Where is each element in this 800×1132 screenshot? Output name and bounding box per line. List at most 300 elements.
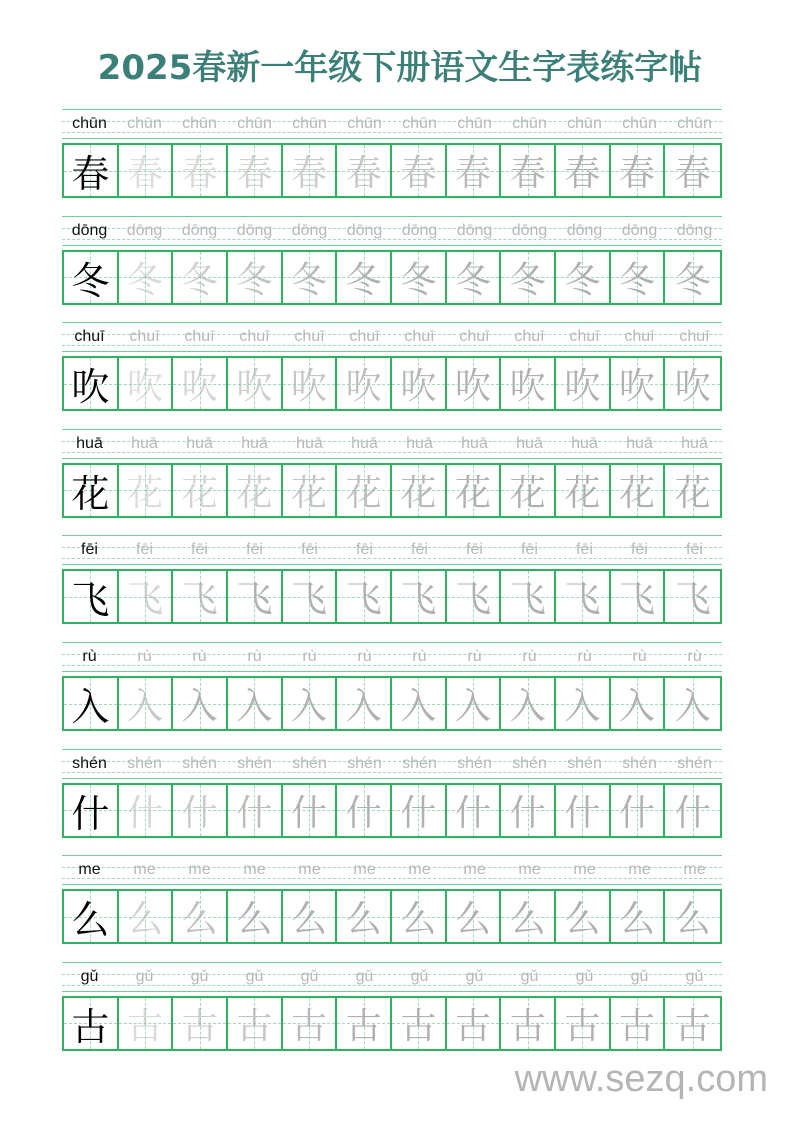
stroke-order-character: 么 <box>236 899 273 941</box>
pinyin-trace: fēi <box>246 541 263 559</box>
stroke-order-character: 花 <box>674 472 711 514</box>
model-character: 春 <box>71 152 110 196</box>
trace-cell <box>392 891 447 942</box>
pinyin-trace: gǔ <box>135 967 154 985</box>
trace-cell <box>283 998 338 1049</box>
stroke-order-character: 花 <box>564 472 601 514</box>
trace-cell <box>119 571 174 622</box>
pinyin-trace: rù <box>467 648 482 665</box>
pinyin-trace: huā <box>516 434 543 452</box>
pinyin-trace: rù <box>357 648 372 665</box>
stroke-order-character: 吹 <box>127 366 164 408</box>
pinyin-trace: chuī <box>184 328 215 346</box>
pinyin-trace: chūn <box>677 115 712 132</box>
pinyin-label: rù <box>82 648 97 665</box>
pinyin-trace: fēi <box>301 541 318 559</box>
pinyin-trace: gǔ <box>355 967 374 985</box>
pinyin-trace: me <box>188 861 211 879</box>
trace-cell <box>119 891 174 942</box>
stroke-order-character: 吹 <box>236 366 273 408</box>
trace-cell <box>556 785 611 836</box>
stroke-order-character: 花 <box>236 472 273 514</box>
stroke-order-character: 什 <box>509 792 546 834</box>
stroke-order-character: 花 <box>127 472 164 514</box>
trace-cell <box>447 998 502 1049</box>
trace-cell <box>173 358 228 409</box>
pinyin-trace: shén <box>402 754 437 772</box>
trace-cell <box>337 465 392 516</box>
model-character: 古 <box>71 1004 110 1049</box>
pinyin-trace: fēi <box>356 541 373 559</box>
pinyin-trace: fēi <box>466 541 483 559</box>
trace-cell <box>501 785 556 836</box>
stroke-order-character: 什 <box>619 792 656 834</box>
trace-cell <box>611 678 666 729</box>
pinyin-trace: dōng <box>511 221 548 239</box>
character-grid <box>62 996 722 1051</box>
practice-row <box>62 109 722 201</box>
stroke-order-character: 春 <box>291 153 328 194</box>
pinyin-trace: chūn <box>127 115 162 132</box>
trace-cell <box>283 678 338 729</box>
trace-cell <box>119 785 174 836</box>
stroke-order-character: 春 <box>127 153 164 194</box>
model-character: 冬 <box>71 258 110 303</box>
trace-cell <box>611 785 666 836</box>
trace-cell <box>283 785 338 836</box>
stroke-order-character: 春 <box>509 153 546 194</box>
stroke-order-character: 冬 <box>619 259 656 301</box>
pinyin-trace: fēi <box>631 541 648 559</box>
pinyin-trace: shén <box>567 754 602 772</box>
trace-cell <box>501 358 556 409</box>
trace-cell <box>228 145 283 196</box>
pinyin-trace: me <box>133 861 156 879</box>
trace-cell <box>173 678 228 729</box>
stroke-order-character: 冬 <box>291 259 328 301</box>
stroke-order-character: 冬 <box>345 259 382 301</box>
trace-cell <box>665 145 720 196</box>
trace-cell <box>228 785 283 836</box>
practice-row <box>62 749 722 841</box>
stroke-order-character: 么 <box>127 899 164 941</box>
model-cell <box>64 891 119 942</box>
character-grid <box>62 143 722 198</box>
stroke-order-character: 古 <box>127 1005 164 1047</box>
character-grid <box>62 569 722 624</box>
practice-row <box>62 642 722 734</box>
trace-cell <box>501 145 556 196</box>
pinyin-trace: gǔ <box>630 967 649 985</box>
trace-cell <box>392 571 447 622</box>
stroke-order-character: 飞 <box>674 579 711 621</box>
stroke-order-character: 春 <box>455 153 492 194</box>
trace-cell <box>119 358 174 409</box>
stroke-order-character: 什 <box>236 792 273 834</box>
trace-cell <box>447 785 502 836</box>
pinyin-trace: me <box>243 861 266 879</box>
stroke-order-character: 么 <box>455 899 492 941</box>
stroke-order-character: 古 <box>674 1005 711 1047</box>
stroke-order-character: 么 <box>619 899 656 941</box>
stroke-order-character: 冬 <box>564 259 601 301</box>
pinyin-trace: huā <box>131 434 158 452</box>
stroke-order-character: 春 <box>345 153 382 194</box>
pinyin-trace: gǔ <box>575 967 594 985</box>
stroke-order-character: 吹 <box>291 366 328 408</box>
pinyin-trace: chūn <box>402 115 437 132</box>
stroke-order-character: 什 <box>455 792 492 834</box>
stroke-order-character: 入 <box>345 686 382 727</box>
stroke-order-character: 冬 <box>181 259 218 301</box>
trace-cell <box>665 358 720 409</box>
pinyin-trace: dōng <box>291 221 328 239</box>
stroke-order-character: 冬 <box>674 259 711 301</box>
stroke-order-character: 花 <box>509 472 546 514</box>
pinyin-trace: huā <box>571 434 598 452</box>
stroke-order-character: 冬 <box>455 259 492 301</box>
model-cell <box>64 252 119 303</box>
trace-cell <box>556 358 611 409</box>
pinyin-trace: dōng <box>126 221 163 239</box>
stroke-order-character: 春 <box>674 153 711 194</box>
character-grid <box>62 783 722 838</box>
trace-cell <box>173 465 228 516</box>
trace-cell <box>337 252 392 303</box>
pinyin-trace: chuī <box>129 328 160 346</box>
pinyin-trace: chuī <box>679 328 710 346</box>
pinyin-trace: chūn <box>567 115 602 132</box>
stroke-order-character: 飞 <box>509 579 546 621</box>
pinyin-trace: huā <box>406 434 433 452</box>
stroke-order-character: 花 <box>400 472 437 514</box>
stroke-order-character: 飞 <box>181 579 218 621</box>
trace-cell <box>501 998 556 1049</box>
pinyin-trace: rù <box>247 648 262 665</box>
pinyin-trace: chūn <box>237 115 272 132</box>
pinyin-trace: rù <box>192 648 207 665</box>
stroke-order-character: 古 <box>291 1005 328 1047</box>
pinyin-trace: chuī <box>514 328 545 346</box>
stroke-order-character: 入 <box>674 686 711 727</box>
trace-cell <box>283 571 338 622</box>
trace-cell <box>611 358 666 409</box>
stroke-order-character: 什 <box>345 792 382 834</box>
trace-cell <box>173 252 228 303</box>
trace-cell <box>501 465 556 516</box>
trace-cell <box>119 145 174 196</box>
stroke-order-character: 春 <box>400 153 437 194</box>
stroke-order-character: 入 <box>127 686 164 727</box>
pinyin-trace: gǔ <box>685 967 704 985</box>
trace-cell <box>119 465 174 516</box>
stroke-order-character: 飞 <box>291 579 328 621</box>
trace-cell <box>119 252 174 303</box>
pinyin-trace: huā <box>681 434 708 452</box>
pinyin-trace: me <box>628 861 651 879</box>
pinyin-trace: chuī <box>569 328 600 346</box>
trace-cell <box>337 571 392 622</box>
pinyin-label: gǔ <box>80 967 99 985</box>
trace-cell <box>228 998 283 1049</box>
character-grid <box>62 250 722 305</box>
pinyin-trace: chūn <box>182 115 217 132</box>
stroke-order-character: 飞 <box>455 579 492 621</box>
pinyin-trace: huā <box>626 434 653 452</box>
pinyin-trace: gǔ <box>520 967 539 985</box>
stroke-order-character: 冬 <box>400 259 437 301</box>
pinyin-trace: chuī <box>349 328 380 346</box>
model-character: 入 <box>71 685 110 729</box>
pinyin-trace: dōng <box>676 221 713 239</box>
trace-cell <box>283 465 338 516</box>
stroke-order-character: 吹 <box>345 366 382 408</box>
trace-cell <box>447 358 502 409</box>
pinyin-trace: rù <box>577 648 592 665</box>
trace-cell <box>611 145 666 196</box>
trace-cell <box>611 465 666 516</box>
pinyin-trace: rù <box>137 648 152 665</box>
trace-cell <box>447 571 502 622</box>
trace-cell <box>228 358 283 409</box>
trace-cell <box>173 998 228 1049</box>
practice-row <box>62 855 722 947</box>
model-character: 花 <box>71 471 110 516</box>
pinyin-trace: dōng <box>346 221 383 239</box>
pinyin-trace: huā <box>461 434 488 452</box>
pinyin-trace: fēi <box>686 541 703 559</box>
pinyin-trace: me <box>408 861 431 879</box>
model-cell <box>64 678 119 729</box>
stroke-order-character: 么 <box>564 899 601 941</box>
pinyin-trace: chuī <box>459 328 490 346</box>
pinyin-label: chuī <box>74 328 105 346</box>
model-character: 飞 <box>71 578 110 623</box>
stroke-order-character: 冬 <box>236 259 273 301</box>
trace-cell <box>665 465 720 516</box>
model-character: 什 <box>71 791 110 836</box>
pinyin-trace: gǔ <box>300 967 319 985</box>
character-grid <box>62 463 722 518</box>
pinyin-trace: gǔ <box>465 967 484 985</box>
pinyin-trace: rù <box>632 648 647 665</box>
pinyin-trace: fēi <box>136 541 153 559</box>
stroke-order-character: 春 <box>564 153 601 194</box>
stroke-order-character: 吹 <box>564 366 601 408</box>
pinyin-trace: dōng <box>456 221 493 239</box>
pinyin-trace: shén <box>512 754 547 772</box>
model-cell <box>64 571 119 622</box>
pinyin-trace: me <box>298 861 321 879</box>
pinyin-trace: fēi <box>576 541 593 559</box>
trace-cell <box>665 785 720 836</box>
trace-cell <box>665 571 720 622</box>
stroke-order-character: 么 <box>674 899 711 941</box>
pinyin-trace: chuī <box>294 328 325 346</box>
stroke-order-character: 吹 <box>400 366 437 408</box>
pinyin-label: fēi <box>81 541 98 559</box>
pinyin-trace: me <box>573 861 596 879</box>
character-grid <box>62 889 722 944</box>
stroke-order-character: 入 <box>619 686 656 727</box>
pinyin-trace: rù <box>522 648 537 665</box>
stroke-order-character: 入 <box>564 686 601 727</box>
stroke-order-character: 什 <box>181 792 218 834</box>
stroke-order-character: 么 <box>291 899 328 941</box>
pinyin-trace: shén <box>292 754 327 772</box>
stroke-order-character: 古 <box>236 1005 273 1047</box>
pinyin-trace: dōng <box>566 221 603 239</box>
trace-cell <box>501 678 556 729</box>
trace-cell <box>556 571 611 622</box>
pinyin-trace: shén <box>622 754 657 772</box>
pinyin-trace: fēi <box>521 541 538 559</box>
trace-cell <box>228 678 283 729</box>
trace-cell <box>337 145 392 196</box>
pinyin-label: me <box>78 861 101 879</box>
model-cell <box>64 145 119 196</box>
pinyin-trace: me <box>683 861 706 879</box>
model-cell <box>64 998 119 1049</box>
trace-cell <box>283 252 338 303</box>
trace-cell <box>119 998 174 1049</box>
stroke-order-character: 吹 <box>509 366 546 408</box>
stroke-order-character: 古 <box>181 1005 218 1047</box>
trace-cell <box>337 998 392 1049</box>
stroke-order-character: 么 <box>345 899 382 941</box>
trace-cell <box>392 998 447 1049</box>
stroke-order-character: 入 <box>181 686 218 727</box>
pinyin-trace: dōng <box>621 221 658 239</box>
trace-cell <box>665 891 720 942</box>
stroke-order-character: 花 <box>345 472 382 514</box>
stroke-order-character: 古 <box>345 1005 382 1047</box>
practice-row <box>62 962 722 1054</box>
trace-cell <box>665 252 720 303</box>
page-title: 2025春新一年级下册语文生字表练字帖 <box>97 48 703 88</box>
pinyin-trace: chuī <box>624 328 655 346</box>
stroke-order-character: 古 <box>619 1005 656 1047</box>
trace-cell <box>556 145 611 196</box>
pinyin-trace: rù <box>687 648 702 665</box>
character-grid <box>62 676 722 731</box>
pinyin-trace: dōng <box>236 221 273 239</box>
stroke-order-character: 入 <box>291 686 328 727</box>
trace-cell <box>392 252 447 303</box>
trace-cell <box>556 252 611 303</box>
trace-cell <box>173 891 228 942</box>
pinyin-trace: shén <box>677 754 712 772</box>
stroke-order-character: 古 <box>564 1005 601 1047</box>
model-cell <box>64 785 119 836</box>
stroke-order-character: 么 <box>400 899 437 941</box>
stroke-order-character: 入 <box>455 686 492 727</box>
pinyin-trace: gǔ <box>410 967 429 985</box>
pinyin-trace: shén <box>237 754 272 772</box>
trace-cell <box>337 678 392 729</box>
stroke-order-character: 什 <box>291 792 328 834</box>
stroke-order-character: 冬 <box>127 259 164 301</box>
trace-cell <box>392 678 447 729</box>
character-grid <box>62 356 722 411</box>
stroke-order-character: 春 <box>619 153 656 194</box>
trace-cell <box>228 571 283 622</box>
trace-cell <box>228 252 283 303</box>
pinyin-trace: gǔ <box>245 967 264 985</box>
stroke-order-character: 什 <box>674 792 711 834</box>
watermark: www.sezq.com <box>514 1058 768 1100</box>
pinyin-trace: gǔ <box>190 967 209 985</box>
trace-cell <box>556 678 611 729</box>
trace-cell <box>283 358 338 409</box>
stroke-order-character: 飞 <box>236 579 273 621</box>
stroke-order-character: 花 <box>181 472 218 514</box>
pinyin-trace: rù <box>412 648 427 665</box>
pinyin-trace: dōng <box>181 221 218 239</box>
trace-cell <box>665 998 720 1049</box>
pinyin-trace: dōng <box>401 221 438 239</box>
stroke-order-character: 什 <box>564 792 601 834</box>
stroke-order-character: 花 <box>619 472 656 514</box>
pinyin-trace: shén <box>347 754 382 772</box>
stroke-order-character: 什 <box>400 792 437 834</box>
pinyin-trace: fēi <box>191 541 208 559</box>
trace-cell <box>392 465 447 516</box>
model-cell <box>64 358 119 409</box>
stroke-order-character: 入 <box>400 686 437 727</box>
trace-cell <box>119 678 174 729</box>
trace-cell <box>556 998 611 1049</box>
pinyin-label: chūn <box>72 115 107 132</box>
pinyin-trace: huā <box>186 434 213 452</box>
model-character: 么 <box>71 898 110 943</box>
pinyin-trace: chūn <box>512 115 547 132</box>
stroke-order-character: 吹 <box>619 366 656 408</box>
stroke-order-character: 飞 <box>619 579 656 621</box>
stroke-order-character: 入 <box>236 686 273 727</box>
model-character: 吹 <box>71 365 110 410</box>
trace-cell <box>337 785 392 836</box>
stroke-order-character: 么 <box>509 899 546 941</box>
stroke-order-character: 吹 <box>674 366 711 408</box>
trace-cell <box>228 465 283 516</box>
trace-cell <box>337 891 392 942</box>
stroke-order-character: 春 <box>236 153 273 194</box>
pinyin-trace: chūn <box>622 115 657 132</box>
pinyin-trace: huā <box>351 434 378 452</box>
trace-cell <box>392 358 447 409</box>
practice-row <box>62 322 722 414</box>
pinyin-trace: me <box>463 861 486 879</box>
stroke-order-character: 入 <box>509 686 546 727</box>
trace-cell <box>173 571 228 622</box>
pinyin-trace: chūn <box>292 115 327 132</box>
stroke-order-character: 飞 <box>345 579 382 621</box>
stroke-order-character: 飞 <box>127 579 164 621</box>
pinyin-trace: rù <box>302 648 317 665</box>
pinyin-trace: chūn <box>457 115 492 132</box>
practice-row <box>62 535 722 627</box>
stroke-order-character: 花 <box>291 472 328 514</box>
pinyin-trace: me <box>518 861 541 879</box>
pinyin-trace: shén <box>457 754 492 772</box>
stroke-order-character: 古 <box>400 1005 437 1047</box>
trace-cell <box>447 678 502 729</box>
trace-cell <box>447 145 502 196</box>
pinyin-label: shén <box>72 754 107 772</box>
stroke-order-character: 什 <box>127 792 164 834</box>
trace-cell <box>501 571 556 622</box>
